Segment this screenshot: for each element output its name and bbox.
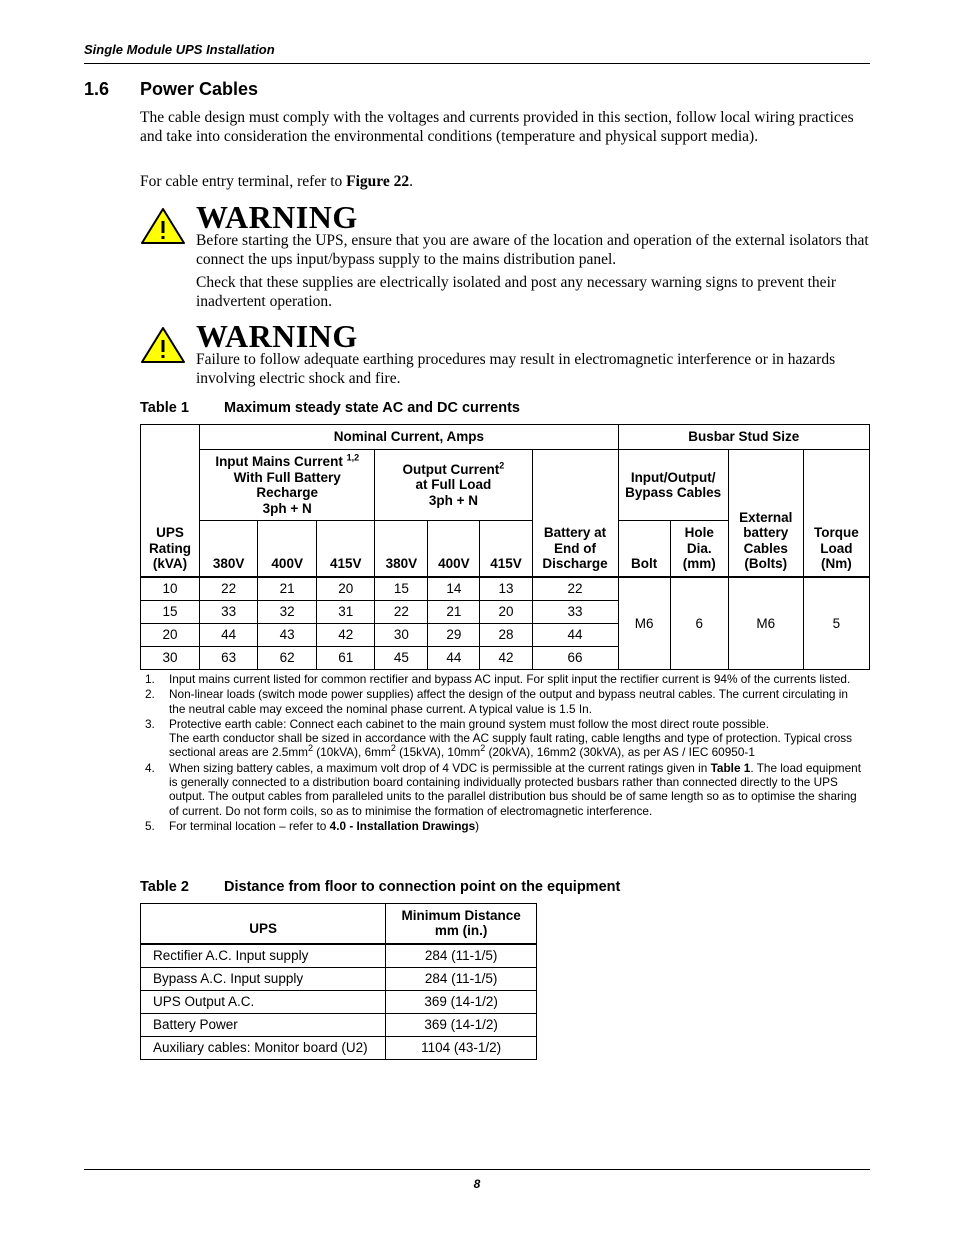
note-text: [169, 717, 867, 760]
voltage-header: 415V: [317, 521, 375, 577]
superscript: 2: [390, 743, 396, 754]
rating-cell: 10: [141, 577, 200, 601]
cable-entry-paragraph: [140, 173, 840, 192]
value-cell: 29: [428, 623, 480, 646]
warning-paragraph: Failure to follow adequate earthing procedures may result in electromagnetic interference or in hazards involving electric shock and fire.: [196, 351, 836, 387]
note-number: 2.: [145, 687, 155, 702]
value-cell: 21: [258, 577, 317, 601]
note-fragment: For terminal location – refer to: [169, 818, 330, 833]
table2-label: Table 2: [140, 879, 189, 895]
value-cell: 61: [317, 646, 375, 669]
value-cell: 63: [200, 646, 258, 669]
warning-triangle-icon: [140, 206, 186, 246]
value-cell: 31: [317, 600, 375, 623]
value-cell: 44: [428, 646, 480, 669]
hole-cell: 6: [670, 577, 728, 670]
value-cell: 62: [258, 646, 317, 669]
value-cell: 43: [258, 623, 317, 646]
value-cell: 28: [480, 623, 532, 646]
distance-cell: 284 (11-1/5): [386, 944, 537, 968]
section-number: 1.6: [84, 79, 110, 99]
hole-header: Hole Dia. (mm): [670, 521, 728, 577]
value-cell: 33: [200, 600, 258, 623]
rating-cell: 15: [141, 600, 200, 623]
warning-paragraph: Check that these supplies are electrically isolated and post any necessary warning signs to prevent their inadvertent operation.: [196, 274, 837, 310]
table-row: [141, 944, 537, 968]
value-cell: 42: [317, 623, 375, 646]
note-item: [145, 761, 867, 818]
value-cell: 30: [375, 623, 428, 646]
input-mains-footnote: 1,2: [346, 452, 360, 463]
currents-table: [140, 424, 870, 670]
rating-cell: 20: [141, 623, 200, 646]
note-text: Input mains current listed for common rectifier and bypass AC input. For split input the rectifier current is 94% of the currents listed.: [169, 672, 851, 686]
note-number: 4.: [145, 760, 155, 775]
voltage-header: 415V: [480, 521, 532, 577]
output-current-title: Output Current: [402, 461, 500, 477]
ups-cell: Bypass A.C. Input supply: [141, 967, 386, 990]
warning-heading: WARNING: [196, 318, 358, 354]
input-mains-sub1: With Full Battery: [233, 469, 341, 485]
value-cell: 21: [428, 600, 480, 623]
output-current-footnote: 2: [499, 460, 505, 471]
note-fragment: ): [475, 818, 480, 833]
voltage-header: 400V: [258, 521, 317, 577]
busbar-header: Busbar Stud Size: [618, 425, 869, 450]
warning-heading: WARNING: [196, 199, 358, 235]
output-current-sub1: at Full Load: [415, 477, 492, 493]
rating-cell: 30: [141, 646, 200, 669]
output-current-header: [375, 450, 532, 521]
ups-cell: Rectifier A.C. Input supply: [141, 944, 386, 968]
value-cell: 42: [480, 646, 532, 669]
table-row: [141, 577, 870, 601]
value-cell: 45: [375, 646, 428, 669]
note-item: [145, 672, 867, 686]
superscript: 2: [308, 743, 314, 754]
distance-cell: 284 (11-1/5): [386, 967, 537, 990]
value-cell: 20: [317, 577, 375, 601]
ups-cell: Battery Power: [141, 1013, 386, 1036]
note-fragment: (10kVA), 6mm: [313, 745, 391, 760]
value-cell: 13: [480, 577, 532, 601]
output-current-sub2: 3ph + N: [428, 492, 478, 508]
table2-caption: Distance from floor to connection point on the equipment: [224, 879, 621, 895]
distance-cell: 1104 (43-1/2): [386, 1036, 537, 1059]
note-fragment: (15kVA), 10mm: [395, 745, 481, 760]
input-mains-title: Input Mains Current: [215, 454, 347, 469]
bolt-cell: M6: [618, 577, 670, 670]
torque-cell: 5: [803, 577, 869, 670]
note-text: [169, 819, 867, 833]
value-cell: 14: [428, 577, 480, 601]
value-cell: 33: [532, 600, 618, 623]
value-cell: 66: [532, 646, 618, 669]
note-item: [145, 819, 867, 833]
note-fragment: . The load equipment is generally connected to a distribution board containing individually protected busbars rather than connected directly to the UPS output. The output cables from paralleled units to the parallel distribution bus should be of same length so as to optimise the sharing of current. Do not form coils, so as to minimise the formation of electromagnetic interference.: [169, 760, 861, 818]
bolt-header: Bolt: [618, 521, 670, 577]
battery-header: Battery at End of Discharge: [532, 450, 618, 577]
note-text: Non-linear loads (switch mode power supplies) affect the design of the output and bypass neutral cables. The current circulating in the neutral cable may exceed the nominal phase current. A typical value is 1.5 In.: [169, 687, 848, 716]
note-item: [145, 717, 867, 760]
section-title: Power Cables: [140, 79, 259, 99]
external-cell: M6: [728, 577, 803, 670]
page-number: 8: [473, 1177, 481, 1191]
drawings-reference: 4.0 - Installation Drawings: [329, 818, 476, 833]
value-cell: 32: [258, 600, 317, 623]
note-number: 5.: [145, 818, 155, 833]
table1-notes: [145, 672, 867, 834]
input-mains-sub2: Recharge: [256, 485, 318, 500]
table-reference: Table 1: [710, 760, 751, 775]
table1-label: Table 1: [140, 400, 189, 416]
distance-header-line: Minimum Distance: [401, 907, 521, 923]
voltage-header: 380V: [200, 521, 258, 577]
cable-entry-suffix: .: [409, 173, 414, 190]
note-item: [145, 687, 867, 716]
note-number: 3.: [145, 716, 155, 731]
running-header: Single Module UPS Installation: [84, 42, 275, 57]
value-cell: 20: [480, 600, 532, 623]
nominal-current-header: Nominal Current, Amps: [200, 425, 619, 450]
table-row: [141, 1013, 537, 1036]
value-cell: 22: [375, 600, 428, 623]
note-number: 1.: [145, 672, 155, 686]
note-fragment: The earth conductor shall be sized in accordance with the AC supply fault rating, cable lengths and type of protection. Typical cross sectional areas are 2.5mm: [169, 731, 853, 760]
value-cell: 44: [532, 623, 618, 646]
external-battery-header: External battery Cables (Bolts): [728, 450, 803, 577]
note-line: Protective earth cable: Connect each cabinet to the main ground system must follow the most direct route possible.: [169, 716, 769, 731]
value-cell: 15: [375, 577, 428, 601]
footer-divider: [84, 1169, 870, 1170]
distance-cell: 369 (14-1/2): [386, 990, 537, 1013]
voltage-header: 380V: [375, 521, 428, 577]
intro-paragraph: The cable design must comply with the voltages and currents provided in this section, follow local wiring practices and take into consideration the environmental conditions (temperature and physical support media).: [140, 109, 854, 145]
ups-cell: Auxiliary cables: Monitor board (U2): [141, 1036, 386, 1059]
note-text: [169, 761, 867, 818]
ups-rating-header: UPS Rating (kVA): [141, 425, 200, 577]
input-mains-header: [200, 450, 375, 521]
superscript: 2: [480, 743, 486, 754]
ups-cell: UPS Output A.C.: [141, 990, 386, 1013]
voltage-header: 400V: [428, 521, 480, 577]
input-mains-sub3: 3ph + N: [262, 500, 312, 516]
table-row: [141, 967, 537, 990]
note-fragment: When sizing battery cables, a maximum volt drop of 4 VDC is permissible at the current ratings given in: [169, 760, 711, 775]
value-cell: 44: [200, 623, 258, 646]
value-cell: 22: [532, 577, 618, 601]
cable-entry-text: For cable entry terminal, refer to: [140, 173, 347, 190]
warning-triangle-icon: [140, 325, 186, 365]
distance-cell: 369 (14-1/2): [386, 1013, 537, 1036]
table1-caption: Maximum steady state AC and DC currents: [224, 400, 520, 416]
ups-column-header: UPS: [141, 904, 386, 944]
value-cell: 22: [200, 577, 258, 601]
table-row: [141, 990, 537, 1013]
header-divider: [84, 63, 870, 64]
distance-column-header: [386, 904, 537, 944]
table-row: [141, 1036, 537, 1059]
torque-header: Torque Load (Nm): [803, 450, 869, 577]
iob-cables-header: Input/Output/ Bypass Cables: [618, 450, 728, 521]
note-fragment: (20kVA), 16mm2 (30kVA), as per AS / IEC 60950-1: [485, 745, 755, 760]
distance-header-unit: mm (in.): [434, 923, 488, 939]
warning-paragraph: Before starting the UPS, ensure that you are aware of the location and operation of the external isolators that connect the ups input/bypass supply to the mains distribution panel.: [196, 232, 869, 268]
distance-table: [140, 903, 537, 1060]
figure-reference: Figure 22: [346, 173, 410, 190]
